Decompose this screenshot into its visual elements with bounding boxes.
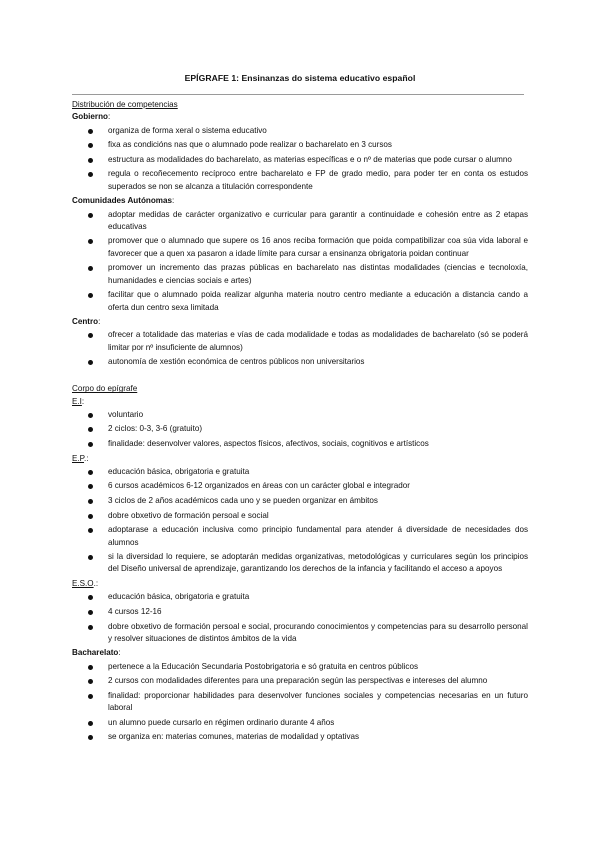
bullet-list	[72, 125, 528, 193]
list-item	[72, 495, 528, 507]
group-heading	[72, 647, 528, 659]
title-divider	[72, 94, 524, 95]
bullet-icon	[88, 427, 93, 432]
bullet-icon	[88, 679, 93, 684]
group-heading	[72, 578, 528, 590]
list-item	[72, 356, 528, 368]
heading-label: E.S.O	[72, 579, 94, 589]
heading-suffix: :	[107, 112, 111, 122]
list-item-text: finalidad: proporcionar habilidades para desenvolver funciones sociales y competencias necesarias en un futuro laboral	[108, 690, 528, 713]
heading-suffix: :	[118, 648, 121, 658]
bullet-list	[72, 209, 528, 314]
list-item-text: se organiza en: materias comunes, materias de modalidad y optativas	[108, 732, 360, 742]
list-item-text: 2 ciclos: 0-3, 3-6 (gratuito)	[108, 424, 203, 434]
bullet-list	[72, 591, 528, 645]
bullet-icon	[88, 625, 93, 630]
bullet-icon	[88, 514, 93, 519]
list-item-text: dobre obxetivo de formación persoal e social, procurando conocimientos y competencias para su desarrollo personal y resolver situaciones de distintos ámbitos de la vida	[108, 621, 528, 643]
bullet-list	[72, 329, 528, 368]
group-heading	[72, 111, 528, 123]
list-item	[72, 154, 528, 166]
group-comunidades	[72, 195, 528, 314]
bullet-list	[72, 409, 528, 450]
list-item	[72, 480, 528, 492]
list-item	[72, 606, 528, 618]
list-item-text: 6 cursos académicos 6-12 organizados en áreas con un carácter global e integrador	[108, 481, 410, 491]
bullet-icon	[88, 239, 93, 244]
bullet-icon	[88, 129, 93, 134]
list-item-text: 4 cursos 12-16	[108, 606, 162, 616]
heading-label: Bacharelato	[72, 648, 119, 658]
heading-suffix: .:	[84, 453, 89, 463]
heading-suffix: :	[81, 396, 85, 406]
list-item-text: estructura as modalidades do bacharelato, as materias específicas e o nº de materias que pode cursar o alumno	[108, 154, 512, 164]
list-item-text: fixa as condicións nas que o alumnado pode realizar o bacharelato en 3 cursos	[108, 140, 392, 150]
bullet-list	[72, 661, 528, 744]
list-item-text: un alumno puede cursarlo en régimen ordinario durante 4 años	[108, 717, 335, 727]
list-item-text: pertenece a la Educación Secundaria Postobrigatoria e só gratuita en centros públicos	[108, 661, 419, 671]
section-title: Distribución de competencias	[72, 100, 178, 109]
bullet-icon	[88, 694, 93, 699]
bullet-icon	[88, 610, 93, 615]
section-competencias	[72, 99, 528, 369]
group-heading	[72, 195, 528, 207]
bullet-icon	[88, 333, 93, 338]
list-item	[72, 621, 528, 646]
list-item-text: adoptar medidas de carácter organizativo e curricular para garantir a continuidade e cohesión entre as 2 etapas educativas	[108, 209, 528, 231]
list-item	[72, 510, 528, 522]
heading-suffix: :	[171, 196, 175, 206]
group-heading	[72, 316, 528, 328]
bullet-icon	[88, 213, 93, 218]
list-item-text: ofrecer a totalidade das materias e vías de cada modalidade e todas as modalidades de bacharelato (só se poderá limitar por nº insuficiente de alumnos)	[108, 330, 528, 352]
bullet-icon	[88, 442, 93, 447]
heading-label: Centro	[72, 317, 99, 327]
bullet-icon	[88, 266, 93, 271]
list-item	[72, 235, 528, 260]
list-item	[72, 524, 528, 549]
list-item-text: organiza de forma xeral o sistema educativo	[108, 125, 267, 135]
document-body	[72, 99, 528, 746]
bullet-icon	[88, 499, 93, 504]
bullet-icon	[88, 158, 93, 163]
heading-label: Comunidades Autónomas	[72, 196, 172, 206]
list-item	[72, 591, 528, 603]
list-item	[72, 690, 528, 715]
list-item-text: educación básica, obrigatoria e gratuita	[108, 592, 250, 602]
bullet-icon	[88, 595, 93, 600]
list-item-text: dobre obxetivo de formación persoal e social	[108, 510, 269, 520]
bullet-list	[72, 466, 528, 576]
bullet-icon	[88, 665, 93, 670]
group-bacharelato	[72, 647, 528, 743]
document-title: EPÍGRAFE 1: Ensinanzas do sistema educativo español	[184, 73, 416, 83]
list-item-text: finalidade: desenvolver valores, aspectos físicos, afectivos, sociais, cognitivos e artísticos	[108, 438, 429, 448]
heading-suffix: :	[98, 317, 101, 327]
list-item-text: educación básica, obrigatoria e gratuita	[108, 466, 250, 476]
list-item-text: facilitar que o alumnado poida realizar algunha materia noutro centro mediante a educación a distancia cando a oferta dun centro sexa limitada	[108, 290, 528, 312]
list-item	[72, 438, 528, 450]
bullet-icon	[88, 528, 93, 533]
heading-label: E.P	[72, 453, 85, 463]
list-item	[72, 289, 528, 314]
bullet-icon	[88, 735, 93, 740]
list-item	[72, 423, 528, 435]
group-ep	[72, 453, 528, 576]
bullet-icon	[88, 360, 93, 365]
list-item-text: regula o recoñecemento recíproco entre bacharelato e FP de grado medio, para poder ter en conta os estudos superados se non se alcanza a titulación correspondente	[108, 169, 528, 191]
list-item-text: 3 ciclos de 2 años académicos cada uno y se pueden organizar en ámbitos	[108, 496, 378, 506]
heading-label: E.I	[72, 396, 82, 406]
heading-label: Gobierno	[72, 112, 108, 122]
section-spacer	[72, 371, 528, 383]
group-heading	[72, 396, 528, 408]
list-item	[72, 262, 528, 287]
list-item	[72, 717, 528, 729]
list-item	[72, 661, 528, 673]
list-item	[72, 409, 528, 421]
list-item	[72, 168, 528, 193]
list-item	[72, 329, 528, 354]
section-title: Corpo do epígrafe	[72, 384, 138, 394]
list-item	[72, 125, 528, 137]
group-ei	[72, 396, 528, 451]
bullet-icon	[88, 293, 93, 298]
bullet-icon	[88, 484, 93, 489]
bullet-icon	[88, 143, 93, 148]
list-item	[72, 731, 528, 743]
heading-suffix: .:	[93, 579, 99, 589]
bullet-icon	[88, 413, 93, 418]
bullet-icon	[88, 721, 93, 726]
list-item-text: voluntario	[108, 409, 144, 419]
group-heading	[72, 453, 528, 465]
list-item	[72, 466, 528, 478]
list-item-text: autonomía de xestión económica de centros públicos non universitarios	[108, 357, 365, 367]
list-item-text: adoptarase a educación inclusiva como principio fundamental para atender á diversidade de necesidades dos alumnos	[108, 525, 528, 547]
list-item-text: promover que o alumnado que supere os 16 anos reciba formación que poida compatibilizar coa súa vida laboral e favorecer que a quen xa pasaron a idade límite para cursar a ensinanza obrigatoria poidan continuar	[108, 236, 528, 258]
list-item	[72, 675, 528, 687]
list-item	[72, 551, 528, 576]
list-item-text: si la diversidad lo requiere, se adoptarán medidas organizativas, metodológicas y curriculares según los principios del Diseño universal de aprendizaje, garantizando los derechos de la infancia y facilitando el acceso a apoyos	[108, 552, 528, 574]
group-eso	[72, 578, 528, 645]
bullet-icon	[88, 470, 93, 475]
section-corpo	[72, 383, 528, 743]
group-gobierno	[72, 111, 528, 193]
group-centro	[72, 316, 528, 368]
bullet-icon	[88, 172, 93, 177]
list-item-text: 2 cursos con modalidades diferentes para una preparación según las perspectivas e intereses del alumno	[108, 676, 488, 686]
bullet-icon	[88, 555, 93, 560]
list-item	[72, 209, 528, 234]
list-item	[72, 139, 528, 151]
list-item-text: promover un incremento das prazas públicas en bacharelato nas distintas modalidades (ciencias e tecnoloxía, humanidades e ciencias sociais e artes)	[108, 263, 528, 285]
